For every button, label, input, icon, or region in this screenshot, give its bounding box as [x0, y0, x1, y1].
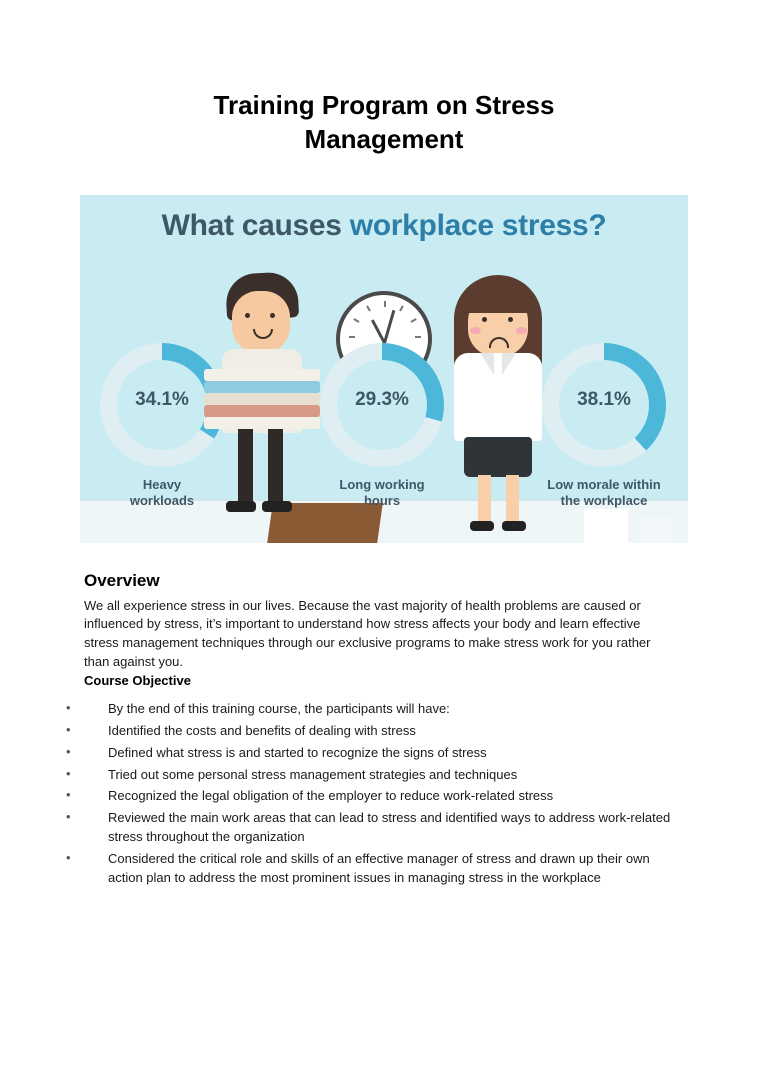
infographic-title-part1: What causes	[161, 208, 342, 242]
list-item: • Recognized the legal obligation of the employer to reduce work-related stress	[84, 787, 672, 806]
clock-minute-hand	[383, 310, 395, 344]
clock-tick	[353, 318, 359, 323]
overview-heading: Overview	[84, 570, 160, 590]
woman-eye-right	[508, 317, 513, 322]
paper-sheet	[204, 369, 320, 381]
list-item: • Reviewed the main work areas that can lead to stress and identified ways to address work-related stress throughout the organization	[84, 809, 672, 847]
donut-label-3	[524, 477, 684, 510]
woman-skirt	[464, 437, 532, 477]
donut-percent-2: 29.3%	[355, 388, 409, 410]
woman-shoe-left	[470, 521, 494, 531]
donut-label-2-line2: hours	[363, 492, 401, 508]
clock-tick	[384, 301, 386, 307]
donut-label-2-line1: Long working	[339, 476, 425, 492]
woman-eye-left	[482, 317, 487, 322]
overview-paragraph: We all experience stress in our lives. Because the vast majority of health problems are caused or influenced by stress, it’s important to understand how stress affects your body and learn effective stress management techniques through our exclusive programs to make stress work for you rather than against you.	[84, 597, 651, 670]
woman-leg-right	[506, 475, 519, 525]
background-paper-1	[584, 509, 628, 543]
woman-collar-left	[480, 353, 494, 375]
document-body	[0, 571, 768, 888]
donut-label-1-line2: workloads	[129, 492, 195, 508]
list-item: • Defined what stress is and started to recognize the signs of stress	[84, 744, 672, 763]
paper-sheet	[204, 417, 320, 429]
clock-tick	[410, 318, 416, 323]
paper-sheet	[204, 405, 320, 417]
donut-label-3-line1: Low morale within	[547, 476, 661, 492]
donut-chart-low-morale	[542, 343, 666, 467]
donut-percent-3: 38.1%	[577, 388, 631, 410]
woman-blush-left	[470, 327, 481, 334]
donut-percent-1: 34.1%	[135, 388, 189, 410]
woman-shirt	[454, 353, 542, 441]
list-item: • Considered the critical role and skills of an effective manager of stress and drawn up their own action plan to address the most prominent issues in managing stress in the workplace	[84, 850, 672, 888]
clock-tick	[366, 305, 371, 311]
man-eye-left	[245, 313, 250, 318]
objective-list	[84, 700, 672, 888]
clock-tick	[349, 336, 355, 338]
man-leg-right	[268, 429, 283, 507]
clock-tick	[415, 336, 421, 338]
man-shoe-left	[226, 501, 256, 512]
list-item: • Identified the costs and benefits of dealing with stress	[84, 722, 672, 741]
page-title: Training Program on Stress Management	[213, 90, 555, 155]
infographic-title-part2: workplace stress?	[349, 208, 607, 242]
document-page	[0, 88, 768, 1082]
infographic-image	[80, 195, 688, 543]
man-head	[232, 291, 290, 353]
background-paper-2	[640, 517, 674, 543]
list-item: • By the end of this training course, the participants will have:	[84, 700, 672, 719]
list-item: • Tried out some personal stress management strategies and techniques	[84, 766, 672, 785]
course-objective-heading: Course Objective	[84, 673, 191, 688]
man-shoe-right	[262, 501, 292, 512]
donut-label-1-line1: Heavy	[142, 476, 182, 492]
paper-sheet	[204, 393, 320, 405]
woman-blush-right	[516, 327, 527, 334]
donut-chart-long-working-hours	[320, 343, 444, 467]
man-paper-stack	[204, 369, 320, 435]
woman-shoe-right	[502, 521, 526, 531]
woman-collar-right	[502, 353, 516, 375]
man-eye-right	[270, 313, 275, 318]
clock-tick	[399, 305, 404, 311]
paper-sheet	[204, 381, 320, 393]
man-leg-left	[238, 429, 253, 507]
infographic-title	[80, 209, 688, 243]
donut-label-3-line2: the workplace	[560, 492, 648, 508]
woman-leg-left	[478, 475, 491, 525]
woman-fringe	[462, 279, 534, 313]
